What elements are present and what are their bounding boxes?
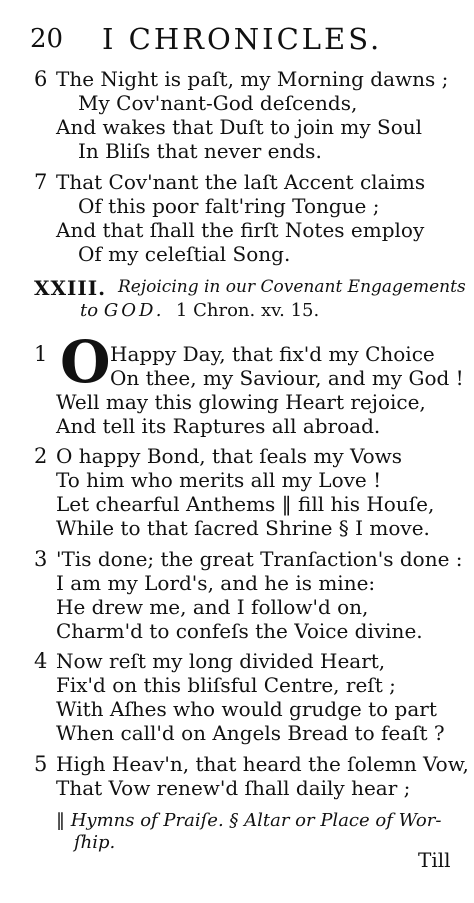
stanza-number: 3 bbox=[34, 547, 48, 571]
verse-line: The Night is paſt, my Morning dawns ; bbox=[56, 67, 449, 91]
stanza-number: 2 bbox=[34, 444, 48, 468]
verse-line: That Vow renew'd ſhall daily hear ; bbox=[56, 776, 411, 800]
verse-line: Happy Day, that fix'd my Choice bbox=[110, 342, 435, 366]
verse-line: Well may this glowing Heart rejoice, bbox=[56, 390, 426, 414]
drop-cap: O bbox=[60, 328, 111, 396]
verse-line: O happy Bond, that ſeals my Vows bbox=[56, 444, 403, 468]
stanza-number: 6 bbox=[34, 67, 48, 91]
verse-line: That Cov'nant the laſt Accent claims bbox=[56, 170, 426, 194]
verse-line: He drew me, and I follow'd on, bbox=[56, 595, 369, 619]
verse-line: When call'd on Angels Bread to feaſt ? bbox=[56, 721, 445, 745]
verse-line: In Bliſs that never ends. bbox=[78, 139, 322, 163]
footnote: ‖ Hymns of Praiſe. § Altar or Place of Wor- bbox=[56, 810, 442, 831]
page-number: 20 bbox=[30, 24, 64, 54]
hymn-title: Rejoicing in our Covenant Engagements bbox=[118, 277, 466, 297]
verse-line: Of my celeſtial Song. bbox=[78, 242, 291, 266]
verse-line: Let chearful Anthems ‖ fill his Houſe, bbox=[56, 492, 435, 516]
verse-line: I am my Lord's, and he is mine: bbox=[56, 571, 376, 595]
verse-line: With Aſhes who would grudge to part bbox=[56, 697, 437, 721]
verse-line: 'Tis done; the great Tranſaction's done : bbox=[56, 547, 463, 571]
footnote-continued: ſhip. bbox=[74, 832, 116, 853]
hymn-title-continued: to GOD. 1 Chron. xv. 15. bbox=[80, 300, 320, 321]
catchword: Till bbox=[418, 848, 451, 872]
verse-line: Of this poor falt'ring Tongue ; bbox=[78, 194, 380, 218]
stanza-number: 5 bbox=[34, 752, 48, 776]
verse-line: My Cov'nant-God deſcends, bbox=[78, 91, 358, 115]
verse-line: And wakes that Duſt to join my Soul bbox=[56, 115, 423, 139]
verse-line: To him who merits all my Love ! bbox=[56, 468, 382, 492]
verse-line: And that ſhall the firſt Notes employ bbox=[56, 218, 425, 242]
verse-line: Charm'd to confeſs the Voice divine. bbox=[56, 619, 423, 643]
verse-line: On thee, my Saviour, and my God ! bbox=[110, 366, 464, 390]
verse-line: High Heav'n, that heard the ſolemn Vow, bbox=[56, 752, 469, 776]
running-title: I CHRONICLES. bbox=[102, 22, 383, 56]
verse-line: And tell its Raptures all abroad. bbox=[56, 414, 381, 438]
verse-line: Fix'd on this bliſsful Centre, reſt ; bbox=[56, 673, 396, 697]
hymn-number: XXIII. bbox=[34, 276, 107, 300]
stanza-number: 1 bbox=[34, 342, 48, 366]
verse-line: While to that ſacred Shrine § I move. bbox=[56, 516, 430, 540]
stanza-number: 7 bbox=[34, 170, 48, 194]
page-header bbox=[30, 22, 450, 62]
stanza-number: 4 bbox=[34, 649, 48, 673]
verse-line: Now reſt my long divided Heart, bbox=[56, 649, 386, 673]
scripture-reference: 1 Chron. xv. 15. bbox=[175, 300, 320, 321]
